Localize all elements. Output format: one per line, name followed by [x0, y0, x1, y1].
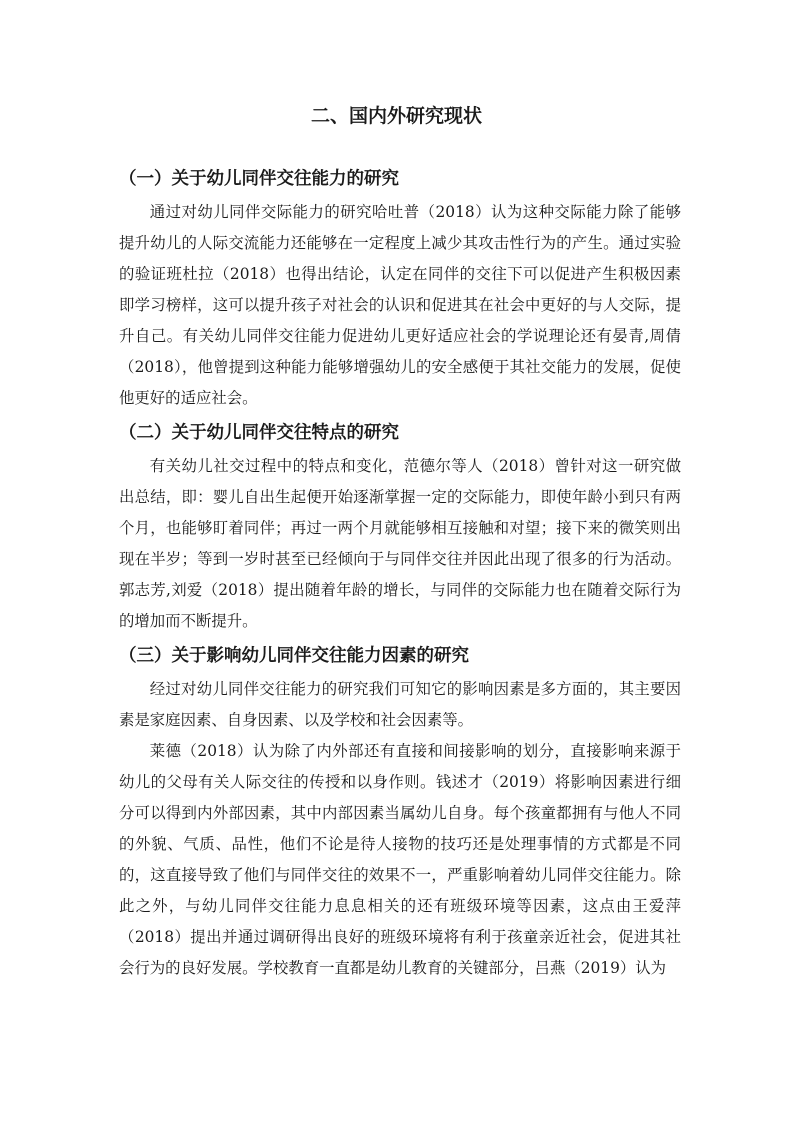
section-3-paragraph-1: 经过对幼儿同伴交往能力的研究我们可知它的影响因素是多方面的，其主要因素是家庭因素、自身因素、以及学校和社会因素等。: [119, 680, 681, 729]
section-heading-1: （一）关于幼儿同伴交往能力的研究: [119, 169, 399, 189]
document-body: [119, 165, 681, 989]
section-heading-3: （三）关于影响幼儿同伴交往能力因素的研究: [119, 646, 469, 666]
section-3-paragraph-2: 莱德（2018）认为除了内外部还有直接和间接影响的划分，直接影响来源于幼儿的父母有关人际交往的传授和以身作则。钱述才（2019）将影响因素进行细分可以得到内外部因素，其中内部因素当属幼儿自身。每个孩童都拥有与他人不同的外貌、气质、品性，他们不论是待人接物的技巧还是处理事情的方式都是不同的，这直接导致了他们与同伴交往的效果不一，严重影响着幼儿同伴交往能力。除此之外，与幼儿同伴交往能力息息相关的还有班级环境等因素，这点由王爱萍（2018）提出并通过调研得出良好的班级环境将有利于孩童亲近社会，促进其社会行为的良好发展。学校教育一直都是幼儿教育的关键部分，吕燕（2019）认为: [119, 742, 681, 977]
section-heading-2: （二）关于幼儿同伴交往特点的研究: [119, 423, 399, 443]
page-title: 二、国内外研究现状: [310, 105, 482, 127]
section-1-paragraph-1: 通过对幼儿同伴交际能力的研究哈吐普（2018）认为这种交际能力除了能够提升幼儿的人际交流能力还能够在一定程度上减少其攻击性行为的产生。通过实验的验证班杜拉（2018）也得出结论，认定在同伴的交往下可以促进产生积极因素即学习榜样，这可以提升孩子对社会的认识和促进其在社会中更好的与人交际，提升自己。有关幼儿同伴交往能力促进幼儿更好适应社会的学说理论还有晏青,周倩（2018），他曾提到这种能力能够增强幼儿的安全感便于其社交能力的发展，促使他更好的适应社会。: [119, 203, 681, 407]
section-2-paragraph-1: 有关幼儿社交过程中的特点和变化，范德尔等人（2018）曾针对这一研究做出总结，即：婴儿自出生起便开始逐渐掌握一定的交际能力，即使年龄小到只有两个月，也能够盯着同伴；再过一两个月就能够相互接触和对望；接下来的微笑则出现在半岁；等到一岁时甚至已经倾向于与同伴交往并因此出现了很多的行为活动。郭志芳,刘爱（2018）提出随着年龄的增长，与同伴的交际能力也在随着交际行为的增加而不断提升。: [119, 457, 681, 630]
